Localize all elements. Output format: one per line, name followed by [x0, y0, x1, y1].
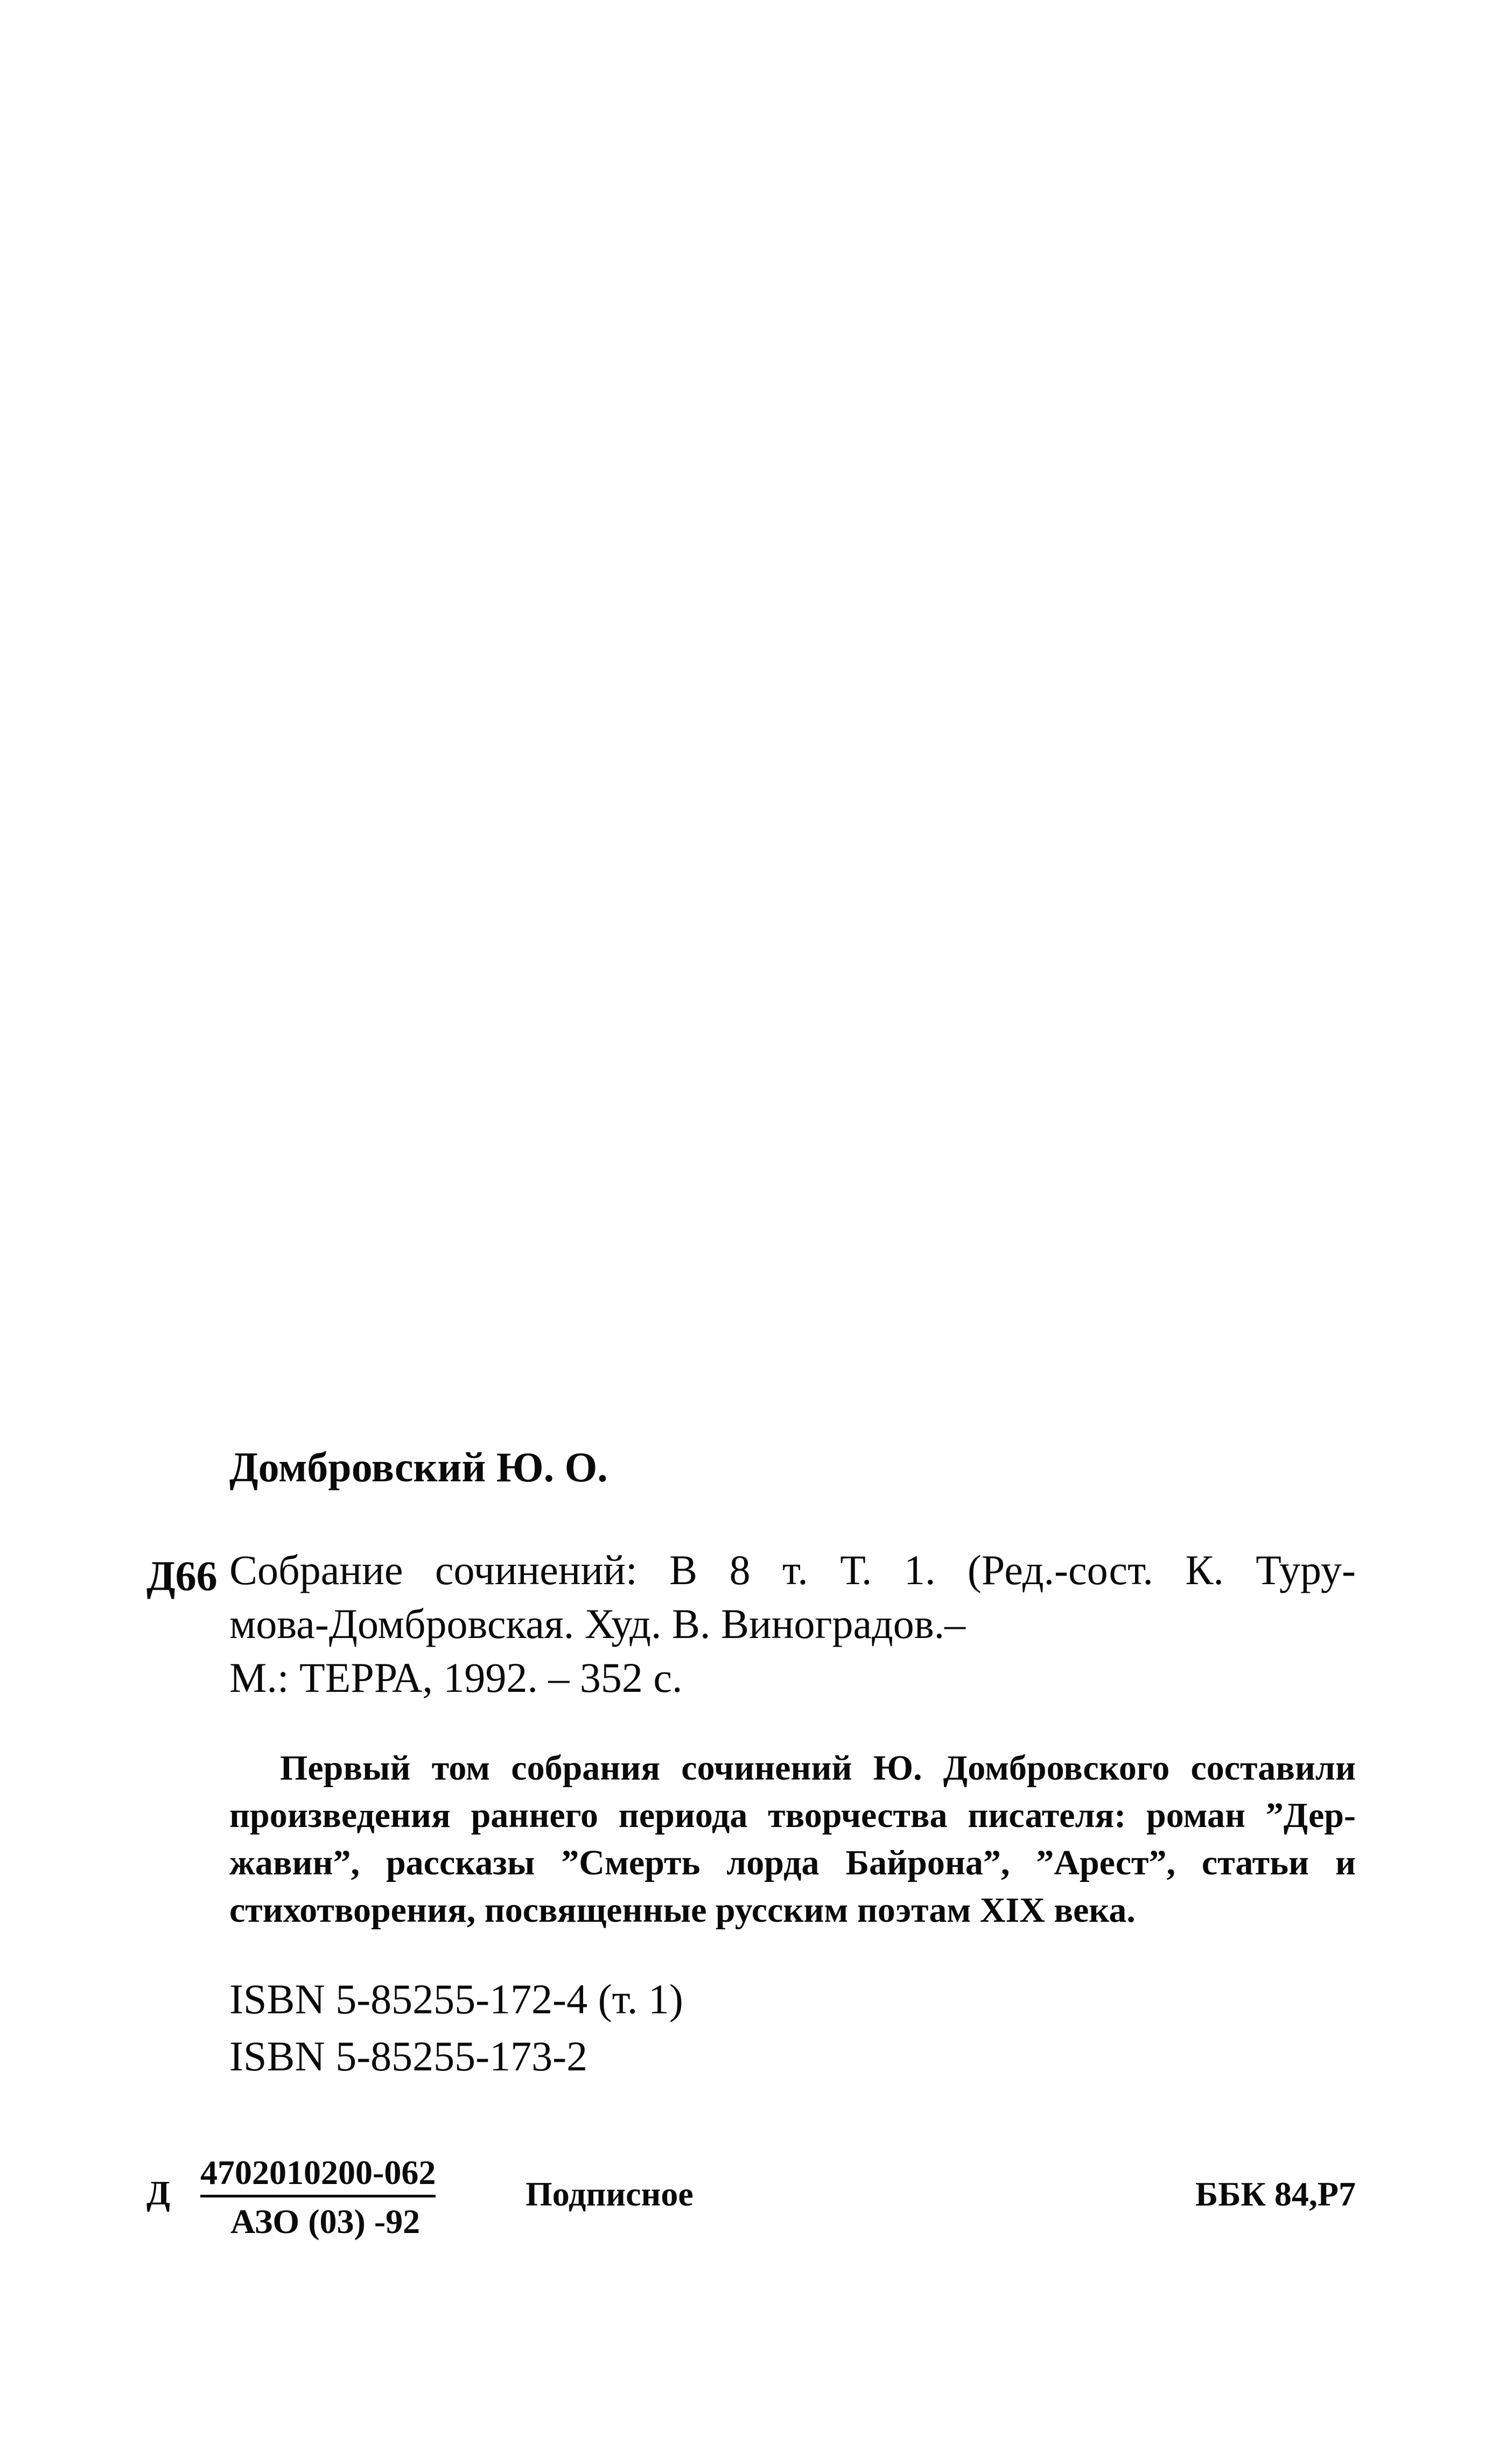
- annotation-line: жавин”, рассказы ”Смерть лорда Байрона”, ”Арест”, статьи и: [229, 1843, 1356, 1882]
- annotation-paragraph: [229, 1745, 1356, 1934]
- bbk-code: ББК 84,Р7: [1195, 2175, 1356, 2213]
- annotation-line: стихотворения, посвященные русским поэтам XIX века.: [229, 1891, 1136, 1930]
- biblio-line: М.: ТЕРРА, 1992. – 352 с.: [229, 1654, 683, 1701]
- author-heading: Домбровский Ю. О.: [229, 1444, 608, 1490]
- footer-index-letter: Д: [146, 2174, 171, 2212]
- publication-index-fraction: [200, 2153, 436, 2242]
- isbn-block: [229, 1971, 683, 2085]
- isbn-line: ISBN 5-85255-172-4 (т. 1): [229, 1976, 683, 2022]
- annotation-line: произведения раннего периода творчества писателя: роман ”Дер-: [229, 1796, 1356, 1835]
- subscription-label: Подписное: [526, 2175, 694, 2213]
- biblio-line: Собрание сочинений: В 8 т. Т. 1. (Ред.-сост. К. Туру-: [229, 1546, 1356, 1593]
- bibliographic-description: [229, 1543, 1356, 1705]
- fraction-numerator: 4702010200-062: [200, 2153, 436, 2197]
- catalog-code: Д66: [146, 1552, 218, 1599]
- biblio-line: мова-Домбровская. Худ. В. Виноградов.–: [229, 1600, 966, 1647]
- isbn-line: ISBN 5-85255-173-2: [229, 2033, 588, 2080]
- fraction-denominator: АЗО (03) -92: [230, 2202, 421, 2241]
- annotation-line: Первый том собрания сочинений Ю. Домбровского составили: [280, 1748, 1356, 1788]
